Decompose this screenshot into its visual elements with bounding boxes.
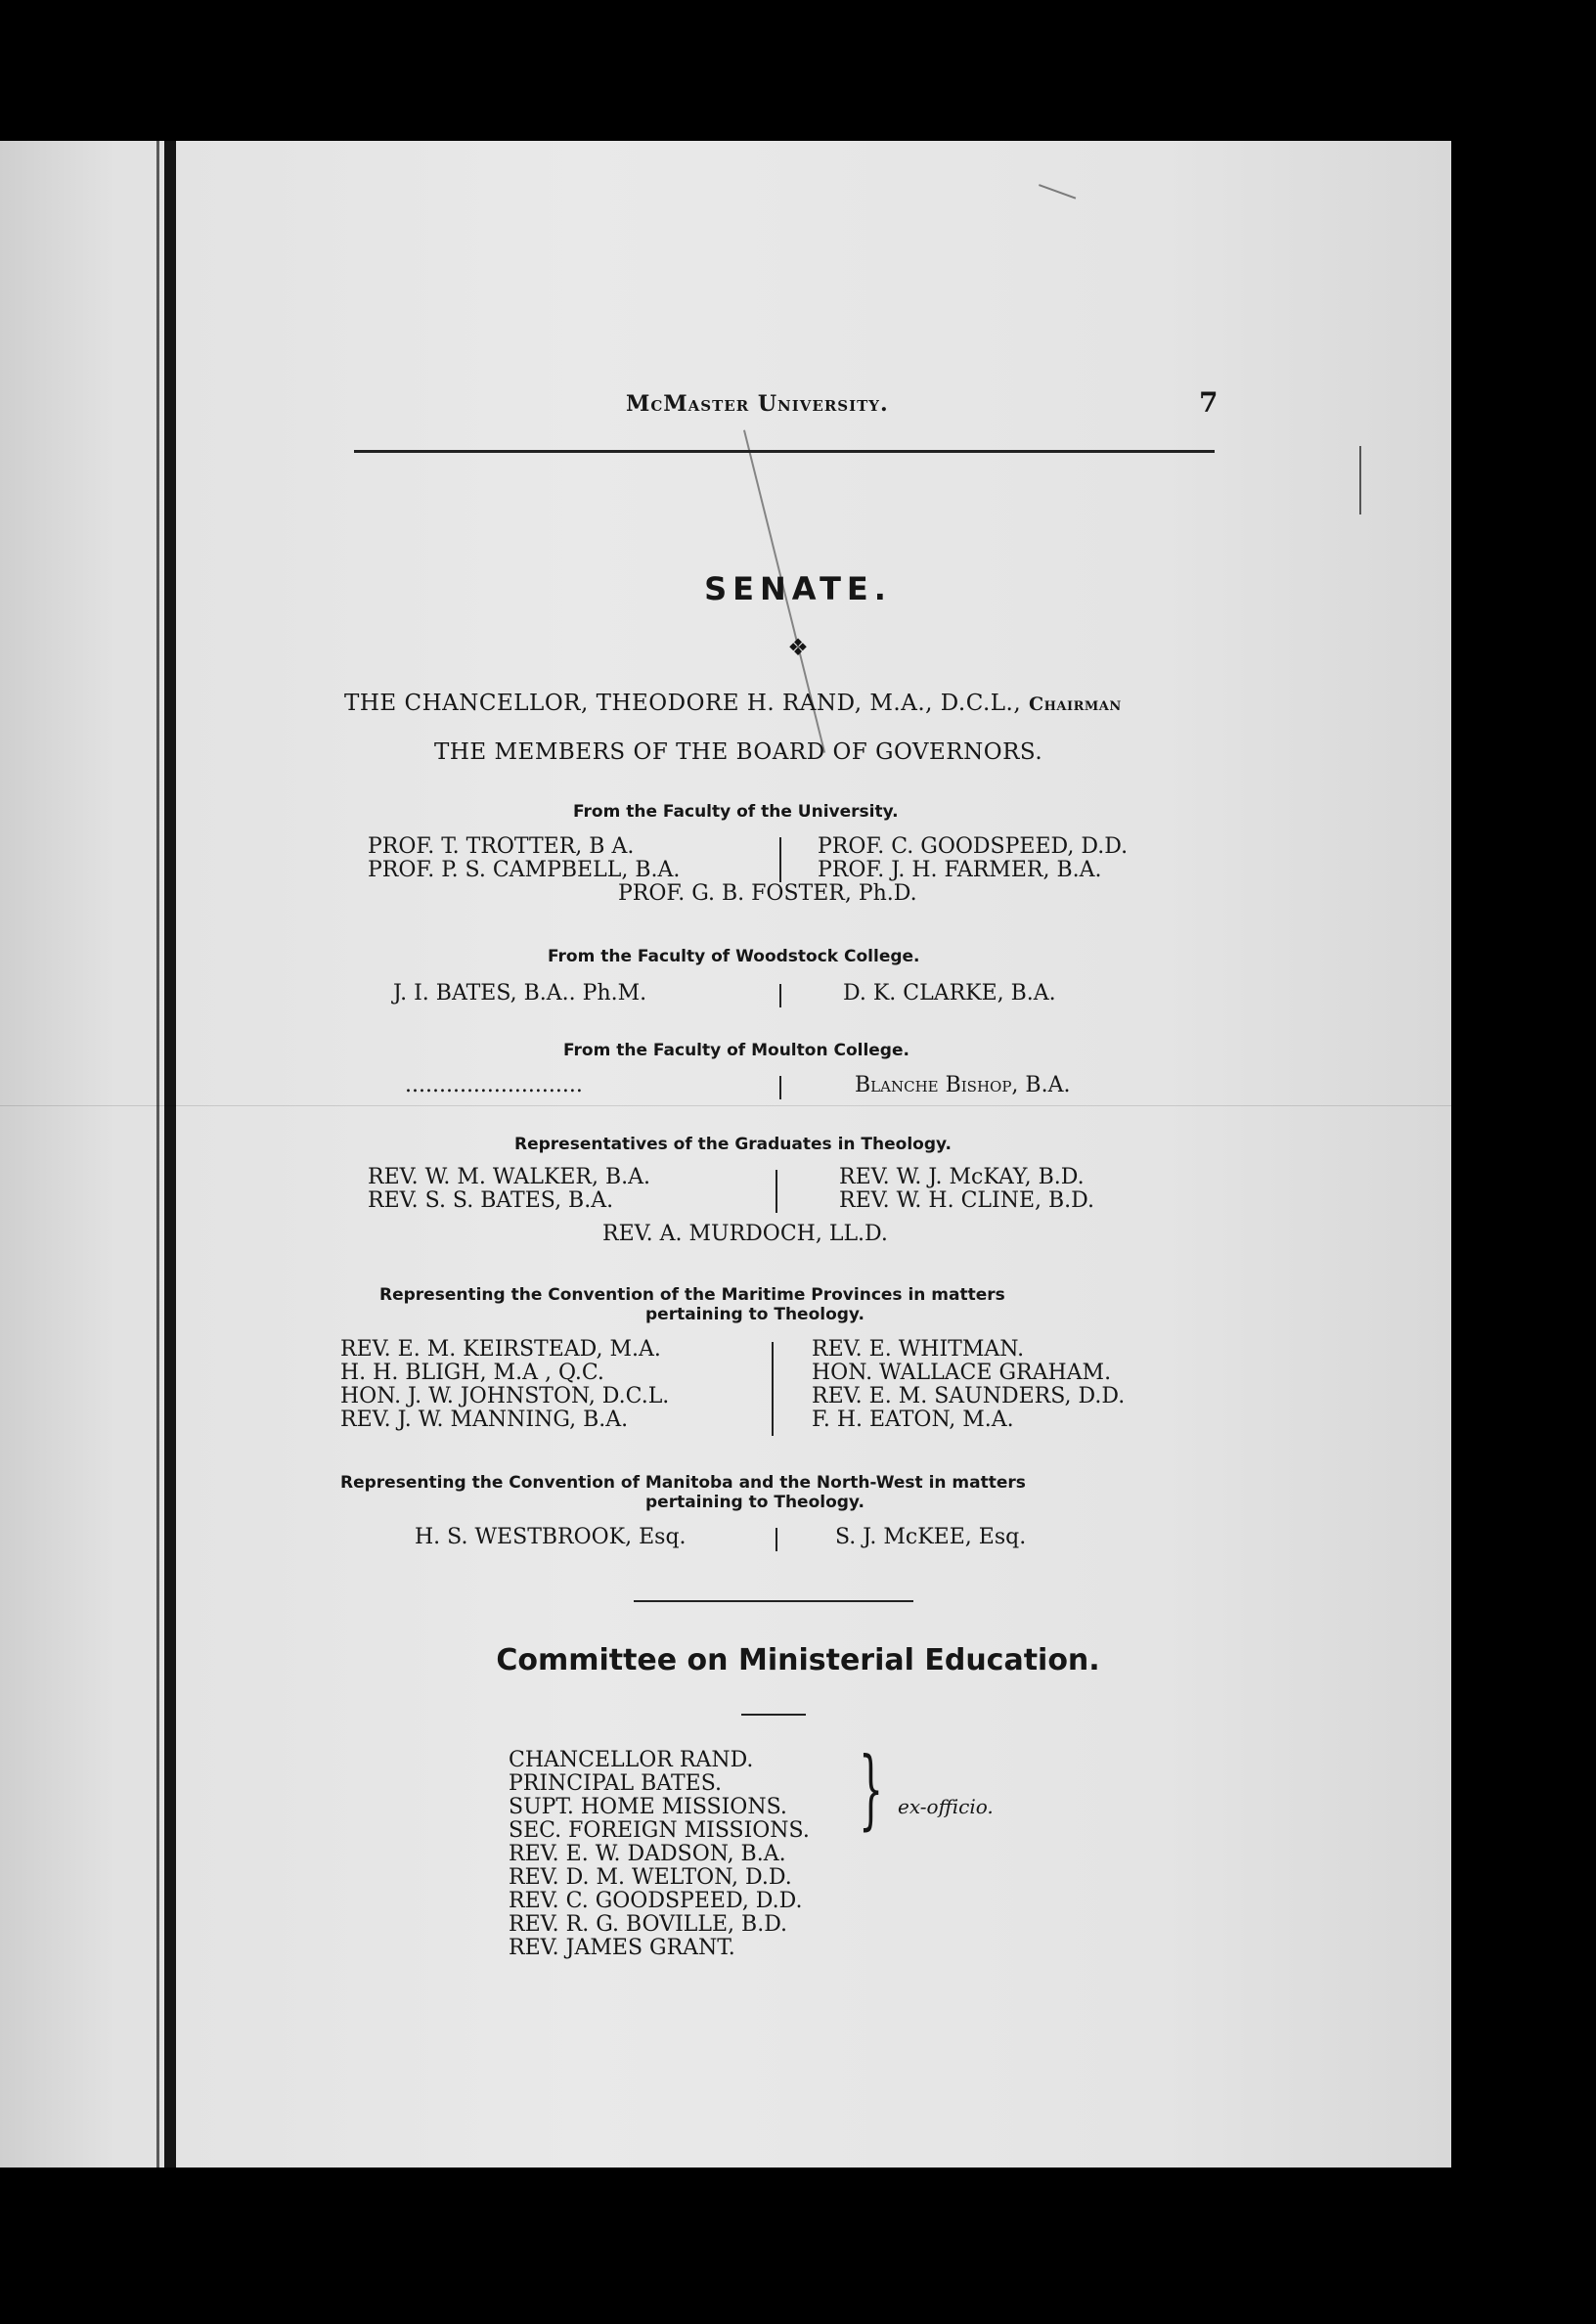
university-right-2: PROF. J. H. FARMER, B.A. (818, 858, 1102, 882)
binding-edge (156, 141, 159, 2168)
maritime-left-4: REV. J. W. MANNING, B.A. (340, 1408, 629, 1432)
heading-graduates: Representatives of the Graduates in Theology. (514, 1135, 952, 1154)
header-rule (354, 450, 1215, 453)
maritime-left-2: H. H. BLIGH, M.A , Q.C. (340, 1361, 604, 1385)
brace-icon: } (859, 1738, 884, 1839)
committee-member: REV. E. W. DADSON, B.A. (509, 1842, 786, 1866)
section-divider (634, 1600, 913, 1602)
moulton-right: Blanche Bishop, B.A. (855, 1073, 1071, 1097)
heading-moulton: From the Faculty of Moulton College. (563, 1041, 909, 1060)
committee-member: REV. D. M. WELTON, D.D. (509, 1865, 792, 1890)
column-divider (776, 1528, 777, 1551)
column-divider (779, 837, 781, 882)
graduates-full: REV. A. MURDOCH, LL.D. (602, 1222, 888, 1246)
heading-woodstock: From the Faculty of Woodstock College. (548, 947, 920, 966)
manitoba-left-text: H. S. WESTBROOK, Esq. (415, 1525, 687, 1549)
committee-member: REV. R. G. BOVILLE, B.D. (509, 1912, 788, 1937)
chancellor-line (344, 691, 1122, 716)
manitoba-right: S. J. McKEE, Esq. (835, 1525, 1027, 1549)
manitoba-left (415, 1526, 687, 1549)
maritime-right-3: REV. E. M. SAUNDERS, D.D. (812, 1384, 1126, 1408)
maritime-left-3: HON. J. W. JOHNSTON, D.C.L. (340, 1384, 670, 1408)
committee-member: PRINCIPAL BATES. (509, 1771, 722, 1796)
committee-member: REV. C. GOODSPEED, D.D. (509, 1889, 803, 1913)
column-divider (779, 1076, 781, 1099)
ornament-icon: ❖ (787, 634, 809, 661)
heading-manitoba-2: pertaining to Theology. (645, 1493, 864, 1512)
heading-university: From the Faculty of the University. (573, 802, 899, 822)
woodstock-left: J. I. BATES, B.A.. Ph.M. (393, 981, 647, 1006)
heading-maritime-1: Representing the Convention of the Maritime Provinces in matters (379, 1285, 1005, 1305)
section-title-senate: SENATE. (704, 570, 892, 607)
graduates-left-1: REV. W. M. WALKER, B.A. (368, 1165, 651, 1189)
university-full: PROF. G. B. FOSTER, Ph.D. (618, 881, 917, 906)
chancellor-name: THE CHANCELLOR, THEODORE H. RAND, M.A., D.C.L., (344, 691, 1022, 716)
column-divider (776, 1170, 777, 1213)
committee-member: REV. JAMES GRANT. (509, 1936, 735, 1960)
column-divider (772, 1342, 774, 1436)
university-right-1: PROF. C. GOODSPEED, D.D. (818, 834, 1129, 859)
heading-manitoba-1: Representing the Convention of Manitoba and the North-West in matters (340, 1473, 1026, 1493)
moulton-left: .......................... (405, 1073, 583, 1097)
committee-member: SEC. FOREIGN MISSIONS. (509, 1818, 810, 1843)
pen-mark (1359, 446, 1361, 514)
crease (0, 1105, 1451, 1106)
heading-maritime-2: pertaining to Theology. (645, 1305, 864, 1324)
maritime-left-1: REV. E. M. KEIRSTEAD, M.A. (340, 1337, 661, 1362)
graduates-right-2: REV. W. H. CLINE, B.D. (839, 1188, 1095, 1213)
maritime-right-1: REV. E. WHITMAN. (812, 1337, 1025, 1362)
binding-line (164, 141, 176, 2168)
chancellor-role: Chairman (1029, 693, 1122, 715)
ex-officio-note: ex-officio. (898, 1795, 994, 1818)
committee-list (509, 1749, 810, 1960)
board-line: THE MEMBERS OF THE BOARD OF GOVERNORS. (434, 739, 1043, 765)
committee-member: CHANCELLOR RAND. (509, 1748, 754, 1772)
maritime-right-2: HON. WALLACE GRAHAM. (812, 1361, 1112, 1385)
short-divider (741, 1714, 806, 1716)
maritime-right-4: F. H. EATON, M.A. (812, 1408, 1014, 1432)
woodstock-right: D. K. CLARKE, B.A. (843, 981, 1056, 1006)
university-left-1: PROF. T. TROTTER, B A. (368, 834, 635, 859)
running-header: McMaster University. (626, 391, 889, 417)
page-number: 7 (1199, 386, 1219, 419)
university-left-2: PROF. P. S. CAMPBELL, B.A. (368, 858, 681, 882)
section-title-committee: Committee on Ministerial Education. (496, 1643, 1100, 1677)
graduates-right-1: REV. W. J. McKAY, B.D. (839, 1165, 1085, 1189)
graduates-left-2: REV. S. S. BATES, B.A. (368, 1188, 614, 1213)
committee-member: SUPT. HOME MISSIONS. (509, 1795, 787, 1819)
column-divider (779, 984, 781, 1007)
